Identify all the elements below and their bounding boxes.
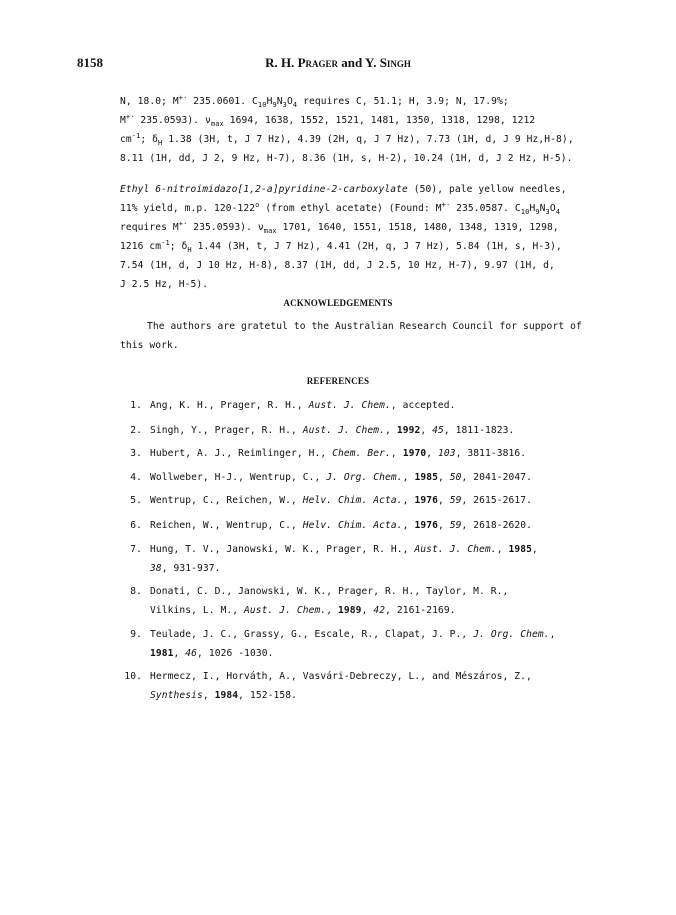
compound-name: Ethyl 6-nitroimidazo[1,2-a]pyridine-2-carboxylate (120, 184, 408, 195)
references-heading: REFERENCES (306, 376, 370, 386)
analytical-line-2: M+· 235.0593). $\nu_{max}$ 1694, 1638, 1552, 1521, 1481, 1350, 1318, 1298, 1212 (120, 113, 536, 128)
page-number: 8158 (77, 55, 103, 70)
acknowledgements-heading: ACKNOWLEDGEMENTS (283, 298, 393, 308)
compound-line-3: requires M+· 235.0593). $\nu_{max}$ 1701, 1640, 1551, 1518, 1480, 1348, 1319, 1298, (120, 220, 559, 235)
compound-line-1: Ethyl 6-nitroimidazo[1,2-a]pyridine-2-carboxylate (50), pale yellow needles, (120, 184, 567, 195)
compound-line-2: 11% yield, m.p. 120-122$^o$ (from ethyl acetate) (Found: M+· 235.0587. $C_{10}H_9N_3O_4$ (120, 201, 561, 216)
analytical-line-3: $cm^{-1}$; $\delta_H$ 1.38 (3H, t, J 7 Hz), 4.39 (2H, q, J 7 Hz), 7.73 (1H, d, J 9 Hz,H-8), (120, 132, 574, 147)
compound-line-5: 7.54 (1H, d, J 10 Hz, H-8), 8.37 (1H, dd, J 2.5, 10 Hz, H-7), 9.97 (1H, d, (120, 260, 555, 271)
running-header-authors: R. H. Prager and Y. Singh (265, 55, 411, 70)
analytical-line-1: N, 18.0; M+· 235.0601. $C_{10}H_9N_3O_4$ requires C, 51.1; H, 3.9; N, 17.9%; (120, 94, 509, 109)
journal-page: 8158 R. H. Prager and Y. Singh N, 18.0; M+· 235.0601. $C_{10}H_9N_3O_4$ requires C, 51.1; H, 3.9; N, 17.9%; M+· 235.0593). $\nu_{max}$ 1694, 1638, 1552, 1521, 1481, 1350, 1318, 1298, 1212 $cm^{-1}$; $\delta_H$ 1.38 (3H, t, J 7 Hz), 4.39 (2H, q, J 7 Hz), 7.73 (1H, d, J 9 Hz,H-8), 8.11 (1H, dd, J 2, 9 Hz, H-7), 8.36 (1H, s, H-2), 10.24 (1H, d, J 2 Hz, H-5). Ethyl 6-nitroimidazo[1,2-a]pyridine-2-carboxylate (50), pale yellow needles, 11% yield, m.p. 120-122$^o$ (from ethyl acetate) (Found: M+· 235.0587. $C_{10}H_9N_3O_4$ requires M+· 235.0593). $\nu_{max}$ 1701, 1640, 1551, 1518, 1480, 1348, 1319, 1298, 1216 $cm^{-1}$; $\delta_H$ 1.44 (3H, t, J 7 Hz), 4.41 (2H, q, J 7 Hz), 5.84 (1H, s, H-3), 7.54 (1H, d, J 10 Hz, H-8), 8.37 (1H, dd, J 2.5, 10 Hz, H-7), 9.97 (1H, d, J 2.5 Hz, H-5). ACKNOWLEDGEMENTS The authors are gratetul to the Australian Research Council for support of this work. REFERENCES 1. Ang, K. H., Prager, R. H., Aust. J. Chem., accepted. 2. Singh, Y., Prager, R. H., Aust. J. Chem., 1992, 45, 1811-1823. 3. Hubert, A. J., Reimlinger, H., Chem. Ber., 1970, 103, 3811-3816. 4. Wollweber, H-J., Wentrup, C., J. Org. Chem., 1985, 50, 2041-2047. 5. Wentrup, C., Reichen, W., Helv. Chim. Acta., 1976, 59, 2615-2617. 6. Reichen, W., Wentrup, C., Helv. Chim. Acta., 1976, 59, 2618-2620. 7. Hung, T. V., Janowski, W. K., Prager, R. H., Aust. J. Chem., 1985, 38, 931-937. 8. Donati, C. D., Janowski, W. K., Prager, R. H., Taylor, M. R., Vilkins, L. M., Aust. J. Chem., 1989, 42, 2161-2169. 9. Teulade, J. C., Grassy, G., Escale, R., Clapat, J. P., J. Org. Chem., 1981, 46, 1026 -1030. 10. Hermecz, I., Horváth, A., Vasvári-Debreczy, L., and Mészáros, Z., Synthesis, 1984, 152-158. (0, 0, 676, 915)
compound-line-6: J 2.5 Hz, H-5). (120, 279, 209, 290)
compound-line-4: 1216 $cm^{-1}$; $\delta_H$ 1.44 (3H, t, J 7 Hz), 4.41 (2H, q, J 7 Hz), 5.84 (1H, s, H-3), (120, 239, 562, 254)
analytical-line-4: 8.11 (1H, dd, J 2, 9 Hz, H-7), 8.36 (1H, s, H-2), 10.24 (1H, d, J 2 Hz, H-5). (120, 153, 573, 164)
